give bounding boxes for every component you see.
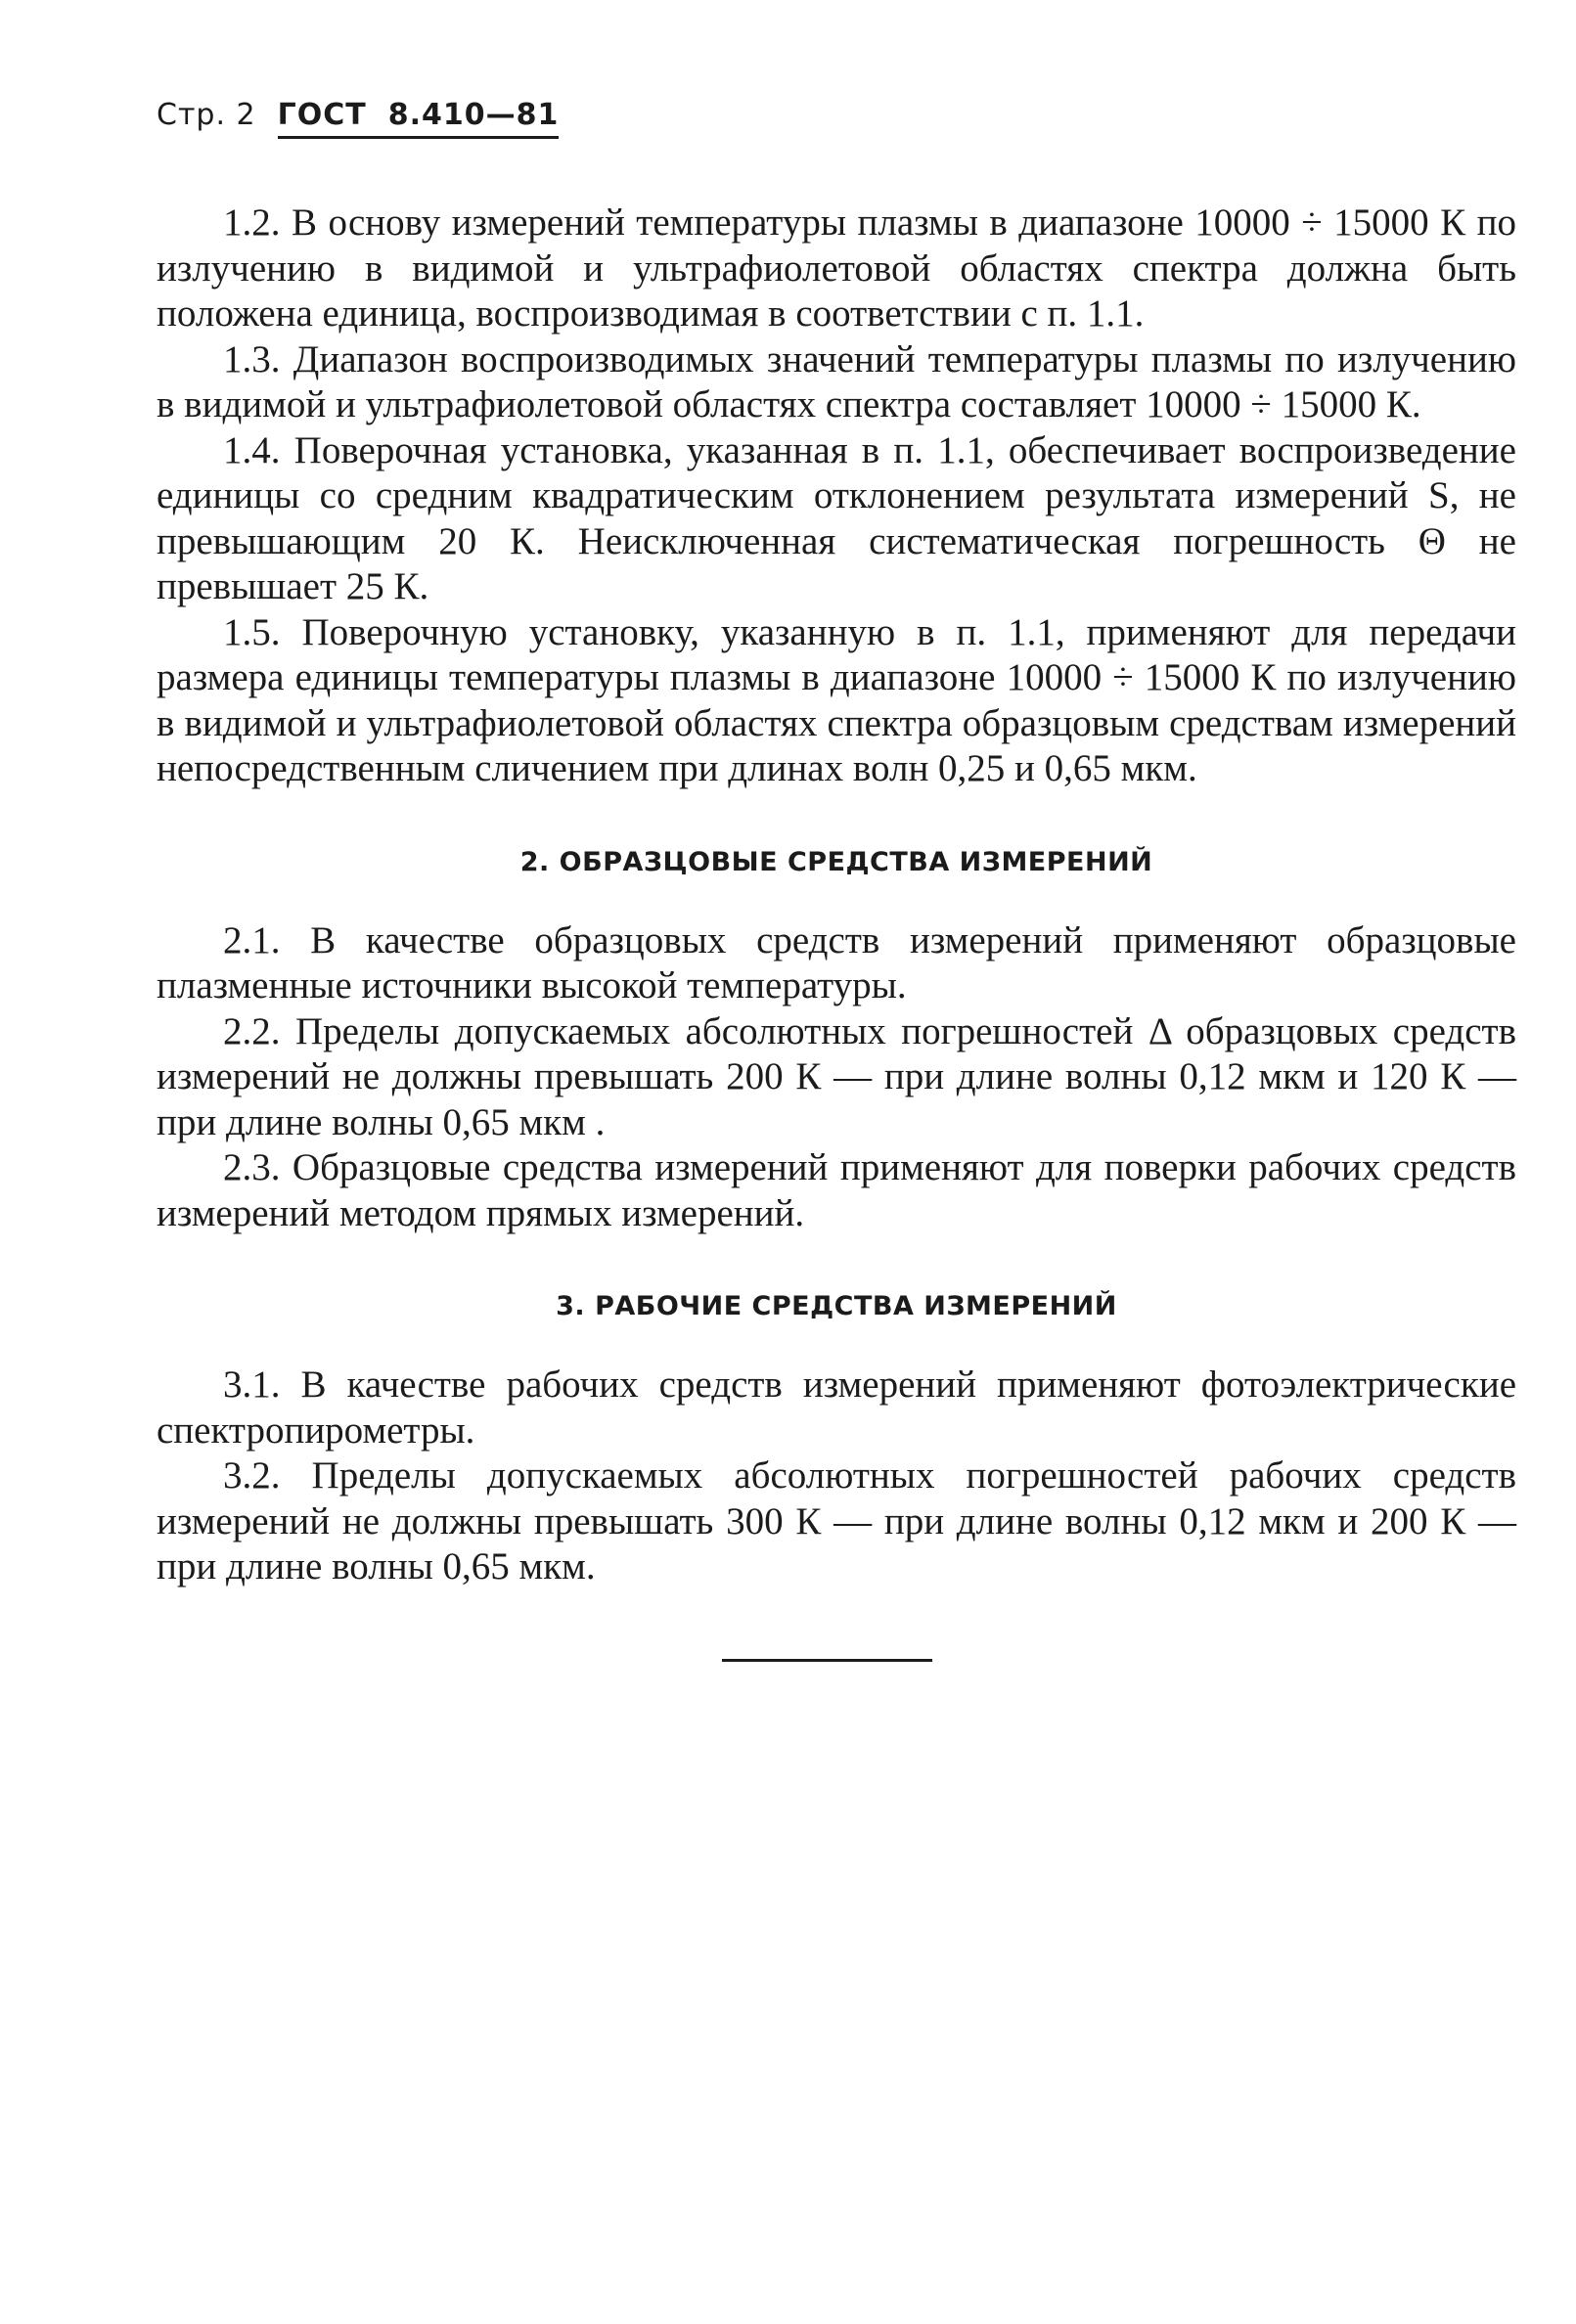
standard-number: 8.410—81 bbox=[387, 98, 560, 132]
paragraph-1-3: 1.3. Диапазон воспроизводимых значений температуры плазмы по излучению в видимой и ультрафиолетовой областях спектра составляет 10000 ÷ 15000 К. bbox=[157, 337, 1516, 425]
paragraph-3-2: 3.2. Пределы допускаемых абсолютных погрешностей рабочих средств измерений не должны превышать 300 К — при длине волны 0,12 мкм и 200 К — при длине волны 0,65 мкм. bbox=[157, 1454, 1516, 1587]
paragraph-3-1: 3.1. В качестве рабочих средств измерений применяют фотоэлектрические спектропирометры. bbox=[157, 1363, 1516, 1452]
paragraph-2-1: 2.1. В качестве образцовых средств измерений применяют образцовые плазменные источники высокой температуры. bbox=[157, 918, 1516, 1006]
paragraph-1-4: 1.4. Поверочная установка, указанная в п. 1.1, обеспечивает воспроизведение единицы со средним квадратическим отклонением результата измерений S, не превышающим 20 К. Неисключенная систематическая погрешность Θ не превышает 25 К. bbox=[157, 428, 1516, 607]
paragraph-1-2: 1.2. В основу измерений температуры плазмы в диапазоне 10000 ÷ 15000 К по излучению в видимой и ультрафиолетовой областях спектра должна быть положена единица, воспроизводимая в соответствии с п. 1.1. bbox=[157, 201, 1516, 335]
end-of-text-rule bbox=[722, 1659, 932, 1662]
section-3-heading: 3. РАБОЧИЕ СРЕДСТВА ИЗМЕРЕНИЙ bbox=[556, 1291, 1117, 1321]
paragraph-2-3: 2.3. Образцовые средства измерений применяют для поверки рабочих средств измерений методом прямых измерений. bbox=[157, 1146, 1516, 1234]
running-header bbox=[157, 98, 1516, 156]
standard-code: ГОСТ bbox=[277, 98, 367, 132]
page-number-label: Стр. 2 bbox=[157, 98, 256, 132]
section-2-heading: 2. ОБРАЗЦОВЫЕ СРЕДСТВА ИЗМЕРЕНИЙ bbox=[519, 846, 1153, 877]
paragraph-1-5: 1.5. Поверочную установку, указанную в п. 1.1, применяют для передачи размера единицы температуры плазмы в диапазоне 10000 ÷ 15000 К по излучению в видимой и ультрафиолетовой областях спектра образцовым средствам измерений непосредственным сличением при длинах волн 0,25 и 0,65 мкм. bbox=[157, 610, 1516, 789]
document-page bbox=[157, 98, 1516, 1662]
paragraph-2-2: 2.2. Пределы допускаемых абсолютных погрешностей Δ образцовых средств измерений не должны превышать 200 К — при длине волны 0,12 мкм и 120 К — при длине волны 0,65 мкм . bbox=[157, 1009, 1516, 1143]
